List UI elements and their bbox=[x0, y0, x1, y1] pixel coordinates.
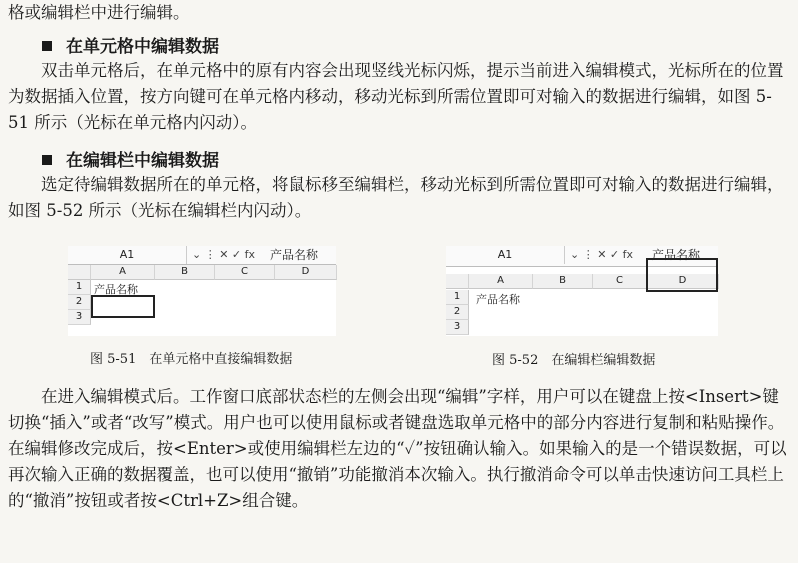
section1-heading-text: 在单元格中编辑数据 bbox=[66, 37, 219, 57]
figure-5-51-spreadsheet bbox=[68, 246, 336, 336]
paragraph-3-text: 在进入编辑模式后。工作窗口底部状态栏的左侧会出现“编辑”字样，用户可以在键盘上按<Insert>键切换“插入”或者“改写”模式。用户也可以使用鼠标或者键盘选取单元格中的部分内容进行复制和粘贴操作。在编辑修改完成后，按<Enter>或使用编辑栏左边的“✓”按钮确认输入。如果输入的是一个错误数据，可以再次输入正确的数据覆盖，也可以使用“撤销”功能撤消本次输入。执行撤消命令可以单击快速访问工具栏上的“撤消”按钮或者按<Ctrl+Z>组合键。 bbox=[8, 387, 787, 510]
formula-content[interactable]: 产品名称 bbox=[652, 248, 701, 262]
cell-a1-text[interactable]: 产品名称 bbox=[94, 283, 138, 296]
section2-body-text: 选定待编辑数据所在的单元格，将鼠标移至编辑栏，移动光标到所需位置即可对输入的数据进行编辑，如图 5-52 所示（光标在编辑栏内闪动）。 bbox=[8, 175, 784, 220]
column-header-d[interactable]: D bbox=[275, 265, 337, 280]
column-header-a[interactable]: A bbox=[469, 274, 533, 289]
column-header-a[interactable]: A bbox=[91, 265, 155, 280]
section2-heading bbox=[42, 146, 219, 171]
paragraph-3 bbox=[8, 384, 790, 514]
formula-bar bbox=[68, 246, 336, 265]
column-header-b[interactable]: B bbox=[533, 274, 593, 289]
row-header-3[interactable]: 3 bbox=[446, 320, 469, 335]
square-bullet-icon bbox=[42, 41, 52, 51]
formula-content[interactable]: 产品名称 bbox=[270, 248, 319, 262]
formula-bar-icons[interactable]: ⌄ ⋮ ✕ ✓ fx bbox=[192, 248, 256, 261]
section1-body-text: 双击单元格后，在单元格中的原有内容会出现竖线光标闪烁，提示当前进入编辑模式，光标所在的位置为数据插入位置，按方向键可在单元格内移动，移动光标到所需位置即可对输入的数据进行编辑，如图 5-51 所示（光标在单元格内闪动）。 bbox=[8, 61, 784, 132]
square-bullet-icon bbox=[42, 155, 52, 165]
cell-a1-text[interactable]: 产品名称 bbox=[476, 293, 520, 306]
formula-bar-icons[interactable]: ⌄ ⋮ ✕ ✓ fx bbox=[570, 248, 634, 261]
section2-body bbox=[8, 172, 790, 224]
corner-cell bbox=[68, 265, 91, 280]
figure-5-52-caption: 图 5-52 在编辑栏编辑数据 bbox=[492, 353, 656, 368]
column-header-c[interactable]: C bbox=[215, 265, 275, 280]
name-box[interactable]: A1 bbox=[446, 246, 565, 264]
column-header-c[interactable]: C bbox=[593, 274, 647, 289]
selected-cell-outline bbox=[91, 295, 155, 318]
row-header-3[interactable]: 3 bbox=[68, 310, 91, 325]
selected-cell-outline bbox=[646, 258, 718, 292]
section2-heading-text: 在编辑栏中编辑数据 bbox=[66, 151, 219, 171]
figure-5-52-spreadsheet bbox=[446, 246, 718, 336]
top-line: 格或编辑栏中进行编辑。 bbox=[8, 3, 190, 22]
section1-body bbox=[8, 58, 790, 136]
column-header-d[interactable]: D bbox=[647, 274, 719, 289]
row-header-1[interactable]: 1 bbox=[446, 290, 469, 305]
figure-5-51-caption: 图 5-51 在单元格中直接编辑数据 bbox=[90, 352, 293, 367]
row-header-2[interactable]: 2 bbox=[446, 305, 469, 320]
column-header-b[interactable]: B bbox=[155, 265, 215, 280]
section1-heading bbox=[42, 32, 219, 57]
name-box[interactable]: A1 bbox=[68, 246, 187, 264]
corner-cell bbox=[446, 274, 469, 289]
row-header-2[interactable]: 2 bbox=[68, 295, 91, 310]
row-header-1[interactable]: 1 bbox=[68, 280, 91, 295]
